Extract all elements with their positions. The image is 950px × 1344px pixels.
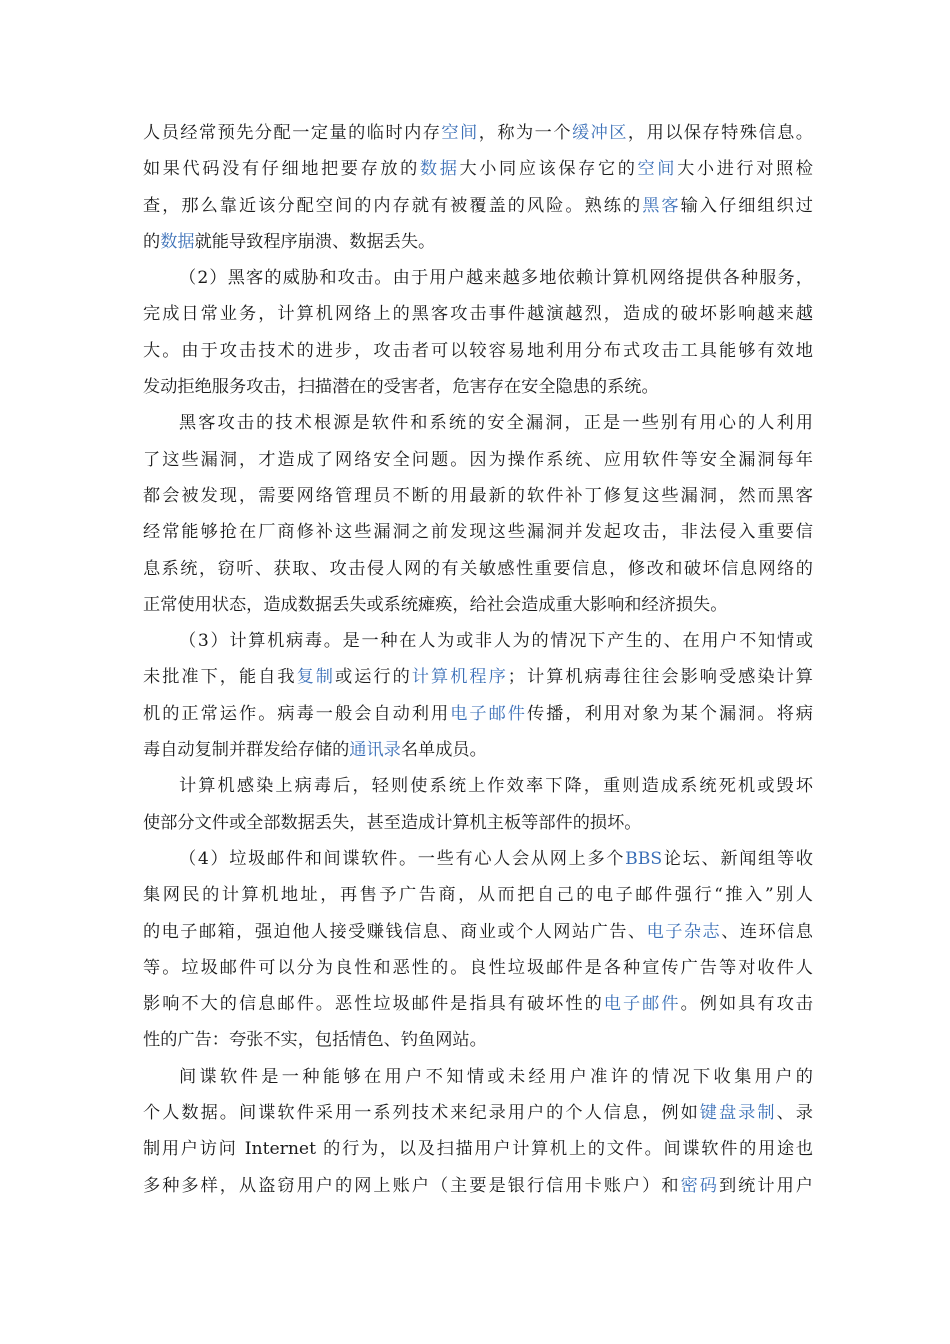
text-span: 多种多样，从盗窃用户的网上账户（主要是银行信用卡账户）和 — [143, 1175, 681, 1196]
text-line — [143, 478, 813, 514]
hyperlink[interactable]: 电子邮件 — [603, 994, 681, 1015]
text-span: 未批准下，能自我 — [143, 667, 297, 688]
text-line — [143, 369, 813, 405]
text-span: 集网民的计算机地址，再售予广告商，从而把自己的电子邮件强行“推入”别人 — [143, 885, 813, 906]
text-span: 、连环信息 — [721, 921, 813, 942]
text-span: 间谍软件是一种能够在用户不知情或未经用户准许的情况下收集用户的 — [179, 1066, 813, 1087]
hyperlink[interactable]: 键盘录制 — [699, 1103, 777, 1124]
text-line — [143, 151, 813, 187]
text-span: ，用以保存特殊信息。 — [627, 123, 813, 143]
text-span: 性的广告：夸张不实，包括情色、钓鱼网站。 — [143, 1030, 487, 1051]
text-line — [143, 805, 813, 841]
text-span: 大小进行对照检 — [677, 159, 813, 180]
text-span: 使部分文件或全部数据丢失，甚至造成计算机主板等部件的损坏。 — [143, 812, 642, 833]
text-line — [143, 333, 813, 369]
text-span: 经常能够抢在厂商修补这些漏洞之前发现这些漏洞并发起攻击，非法侵入重要信 — [143, 522, 813, 543]
text-span: 、录 — [776, 1103, 813, 1124]
text-line — [143, 768, 813, 804]
text-span: 计算机感染上病毒后，轻则使系统上作效率下降，重则造成系统死机或毁坏 — [179, 776, 813, 797]
text-line — [143, 877, 813, 913]
text-span: 都会被发现，需要网络管理员不断的用最新的软件补丁修复这些漏洞，然而黑客 — [143, 485, 813, 506]
text-span: 的电子邮箱，强迫他人接受赚钱信息、商业或个人网站广告、 — [143, 921, 647, 942]
document-page — [143, 115, 813, 1204]
text-line — [143, 405, 813, 441]
text-span: 就能导致程序崩溃、数据丢失。 — [194, 231, 436, 252]
text-line — [143, 1059, 813, 1095]
hyperlink[interactable]: 电子邮件 — [450, 703, 527, 724]
text-line — [143, 659, 813, 695]
hyperlink[interactable]: BBS — [625, 848, 663, 869]
hyperlink[interactable]: 计算机程序 — [411, 667, 508, 688]
text-span: 完成日常业务，计算机网络上的黑客攻击事件越演越烈，造成的破坏影响越来越 — [143, 304, 813, 325]
hyperlink[interactable]: 空间 — [441, 123, 479, 143]
text-span: 传播，利用对象为某个漏洞。将病 — [526, 703, 813, 724]
text-line — [143, 296, 813, 332]
text-span: 机的正常运作。病毒一般会自动利用 — [143, 703, 451, 724]
text-line — [143, 188, 813, 224]
text-span: 的 — [143, 231, 161, 252]
hyperlink[interactable]: 空间 — [637, 159, 678, 180]
text-span: （4）垃圾邮件和间谍软件。一些有心人会从网上多个 — [179, 848, 626, 869]
text-line — [143, 224, 813, 260]
text-span: 或运行的 — [335, 667, 412, 688]
text-span: 大小同应该保存它的 — [459, 159, 638, 180]
text-span: 了这些漏洞，才造成了网络安全问题。因为操作系统、应用软件等安全漏洞每年 — [143, 449, 813, 470]
text-line — [143, 841, 813, 877]
hyperlink[interactable]: 数据 — [419, 159, 460, 180]
text-span: 到统计用户 — [718, 1175, 813, 1196]
text-span: 如果代码没有仔细地把要存放的 — [143, 159, 420, 180]
text-line — [143, 260, 813, 296]
text-span: 名单成员。 — [400, 740, 487, 761]
text-span: ，称为一个 — [478, 123, 572, 143]
hyperlink[interactable]: 密码 — [680, 1175, 719, 1196]
text-span: 发动拒绝服务攻击，扫描潜在的受害者，危害存在安全隐患的系统。 — [143, 377, 659, 398]
text-line — [143, 696, 813, 732]
text-line — [143, 514, 813, 550]
text-line — [143, 115, 813, 151]
text-line — [143, 587, 813, 623]
text-span: 个人数据。间谍软件采用一系列技术来纪录用户的个人信息，例如 — [143, 1103, 700, 1124]
hyperlink[interactable]: 电子杂志 — [646, 921, 722, 942]
text-span: 查，那么靠近该分配空间的内存就有被覆盖的风险。熟练的 — [143, 195, 643, 216]
text-line — [143, 1022, 813, 1058]
text-span: （2）黑客的威胁和攻击。由于用户越来越多地依赖计算机网络提供各种服务， — [179, 268, 813, 289]
text-span: 正常使用状态，造成数据丢失或系统瘫痪，给社会造成重大影响和经济损失。 — [143, 594, 728, 615]
text-line — [143, 1131, 813, 1167]
text-span: 黑客攻击的技术根源是软件和系统的安全漏洞，正是一些别有用心的人利用 — [179, 413, 813, 434]
text-span: 输入仔细组织过 — [680, 195, 813, 216]
text-span: 息系统，窃听、获取、攻击侵人网的有关敏感性重要信息，修改和破坏信息网络的 — [143, 558, 813, 579]
text-line — [143, 1095, 813, 1131]
text-line — [143, 732, 813, 768]
hyperlink[interactable]: 数据 — [160, 231, 195, 252]
hyperlink[interactable]: 黑客 — [642, 195, 681, 216]
text-line — [143, 950, 813, 986]
text-span: 制用户访问 Internet 的行为，以及扫描用户计算机上的文件。间谍软件的用途也 — [143, 1139, 813, 1160]
text-span: 大。由于攻击技术的进步，攻击者可以较容易地利用分布式攻击工具能够有效地 — [143, 340, 813, 361]
hyperlink[interactable]: 复制 — [296, 667, 335, 688]
text-line — [143, 986, 813, 1022]
hyperlink[interactable]: 缓冲区 — [571, 123, 628, 143]
text-line — [143, 914, 813, 950]
hyperlink[interactable]: 通讯录 — [349, 740, 401, 761]
text-span: ；计算机病毒往往会影响受感染计算 — [507, 667, 813, 688]
text-line — [143, 1168, 813, 1204]
text-line — [143, 623, 813, 659]
text-span: 等。垃圾邮件可以分为良性和恶性的。良性垃圾邮件是各种宣传广告等对收件人 — [143, 957, 813, 978]
text-span: 人员经常预先分配一定量的临时内存 — [143, 123, 442, 143]
text-span: （3）计算机病毒。是一种在人为或非人为的情况下产生的、在用户不知情或 — [179, 631, 813, 652]
text-line — [143, 551, 813, 587]
text-span: 影响不大的信息邮件。恶性垃圾邮件是指具有破坏性的 — [143, 994, 604, 1015]
text-span: 毒自动复制并群发给存储的 — [143, 740, 350, 761]
text-span: 。例如具有攻击 — [680, 994, 813, 1015]
text-span: 论坛、新闻组等收 — [662, 848, 813, 869]
text-line — [143, 442, 813, 478]
